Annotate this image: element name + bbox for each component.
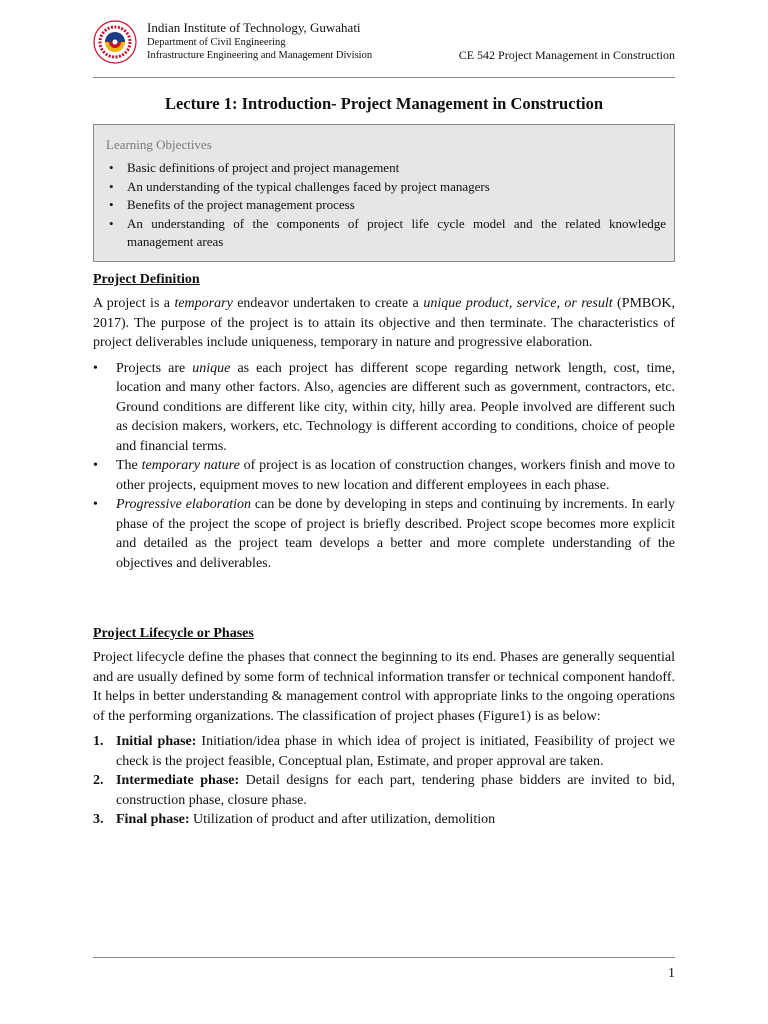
- temporary-nature-bullet: • The temporary nature of project is as location of construction changes, workers finish and move to other projects, equipment moves to new location and different employees in each phase.: [93, 458, 676, 493]
- objective-item: • An understanding of the typical challenges faced by project managers: [102, 178, 674, 197]
- lifecycle-paragraph: Project lifecycle define the phases that connect the beginning to its end. Phases are generally sequential and are usually defined by some form of technical information transfer or technical component handoff. It helps in better understanding & management control with appropriate links to the ongoing operations of the performing organizations. The classification of project phases (Figure1) is as below:: [93, 650, 675, 724]
- lecture-title: Lecture 1: Introduction- Project Management in Construction: [164, 94, 604, 113]
- learning-objectives-box: [93, 124, 675, 262]
- page-header: [93, 17, 675, 75]
- project-lifecycle-section: [93, 624, 675, 830]
- footer-divider: [93, 957, 675, 958]
- institute-logo-icon: [93, 20, 137, 64]
- page-number: 1: [668, 966, 675, 981]
- objectives-list: [102, 159, 674, 252]
- phase-item-initial: 1. Initial phase: Initiation/idea phase in which idea of project is initiated, Feasibility of project we check is the project feasible, Conceptual plan, Estimate, and proper approval are taken.: [93, 734, 675, 769]
- division-name: Infrastructure Engineering and Management Division: [147, 50, 373, 62]
- department-name: Department of Civil Engineering: [147, 36, 286, 48]
- institute-block: [147, 21, 372, 62]
- project-definition-heading: Project Definition: [93, 272, 200, 287]
- bullet-dot-icon: •: [109, 178, 114, 194]
- objective-item: • Benefits of the project management process: [102, 196, 674, 215]
- course-title: CE 542 Project Management in Construction: [458, 48, 675, 62]
- progressive-elaboration-bullet: • Progressive elaboration can be done by developing in steps and continuing by increments. In early phase of the project the scope of project is briefly described. Project scope becomes more explicit and detailed as the project team develops a better and more complete understanding of the objectives and deliverables.: [93, 497, 675, 571]
- uniqueness-bullet: • Projects are unique as each project has different scope regarding network length, cost, time, location and many other factors. Also, agencies are different such as government, contractors, etc. Ground conditions are different like city, within city, hilly area. People involved are different such as decision makers, workers, etc. Technology is different according to conditions, choice of people and financial terms.: [93, 360, 675, 454]
- bullet-dot-icon: •: [109, 197, 114, 212]
- phase-item-intermediate: 2. Intermediate phase: Detail designs for each part, tendering phase bidders are invited to bid, construction phase, closure phase.: [93, 773, 675, 808]
- bullet-dot-icon: •: [93, 497, 98, 512]
- phase-item-final: 3. Final phase: Utilization of product and after utilization, demolition: [93, 812, 496, 827]
- project-lifecycle-heading: Project Lifecycle or Phases: [93, 626, 254, 641]
- project-definition-section: [93, 270, 675, 573]
- header-divider: [93, 77, 675, 78]
- bullet-dot-icon: •: [109, 215, 114, 231]
- objective-item: • An understanding of the components of project life cycle model and the related knowledge management areas: [109, 215, 666, 249]
- objectives-heading: Learning Objectives: [106, 137, 212, 152]
- objective-item: • Basic definitions of project and project management: [102, 159, 674, 178]
- bullet-dot-icon: •: [93, 360, 98, 376]
- bullet-dot-icon: •: [93, 458, 98, 473]
- definition-paragraph: A project is a temporary endeavor undertaken to create a unique product, service, or result (PMBOK, 2017). The purpose of the project is to attain its objective and then terminate. The characteristics of project deliverables include uniqueness, temporary in nature and progressive elaboration.: [93, 296, 675, 350]
- bullet-dot-icon: •: [109, 160, 114, 175]
- institute-name: Indian Institute of Technology, Guwahati: [147, 20, 361, 35]
